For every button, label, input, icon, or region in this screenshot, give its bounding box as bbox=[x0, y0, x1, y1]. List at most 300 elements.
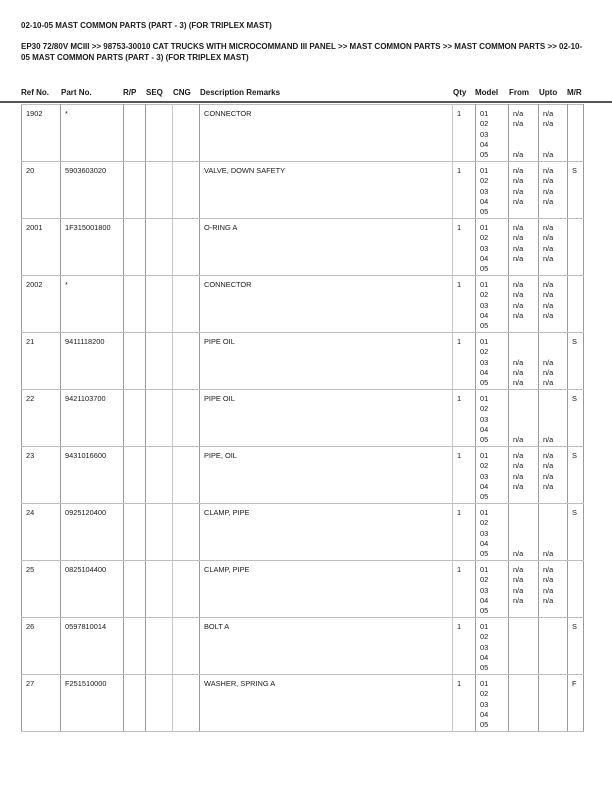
upto-cell-value bbox=[543, 394, 567, 404]
upto-cell-value: n/a bbox=[543, 119, 554, 129]
from-cell-value bbox=[513, 415, 538, 425]
ref-no-cell: 24 bbox=[22, 504, 61, 561]
from-cell bbox=[509, 276, 539, 333]
column-header-mr: M/R bbox=[567, 88, 582, 97]
seq-cell bbox=[146, 675, 173, 732]
qty-cell: 1 bbox=[453, 675, 476, 732]
part-no-cell: 5903603020 bbox=[61, 162, 124, 219]
model-cell bbox=[476, 276, 509, 333]
part-no-cell: 9411118200 bbox=[61, 333, 124, 390]
upto-cell-value bbox=[543, 404, 567, 414]
upto-cell-value: n/a bbox=[543, 461, 554, 471]
table-row bbox=[22, 504, 584, 561]
column-header-model: Model bbox=[475, 88, 499, 97]
column-header-from: From bbox=[509, 88, 529, 97]
seq-cell bbox=[146, 504, 173, 561]
table-row bbox=[22, 105, 584, 162]
upto-cell-value bbox=[543, 643, 567, 653]
page-title: 02-10-05 MAST COMMON PARTS (PART - 3) (FOR TRIPLEX MAST) bbox=[21, 21, 272, 30]
model-cell-value: 05 bbox=[480, 663, 489, 673]
mr-cell bbox=[568, 561, 584, 618]
parts-table bbox=[21, 104, 584, 732]
seq-cell bbox=[146, 333, 173, 390]
upto-cell bbox=[539, 390, 568, 447]
model-cell-value: 04 bbox=[480, 595, 489, 605]
upto-cell-value bbox=[543, 337, 567, 347]
mr-cell bbox=[568, 276, 584, 333]
part-no-cell: 0925120400 bbox=[61, 504, 124, 561]
upto-cell-value: n/a bbox=[543, 378, 554, 388]
rp-cell bbox=[124, 105, 146, 162]
from-cell bbox=[509, 561, 539, 618]
description-cell: BOLT A bbox=[200, 618, 453, 675]
model-cell bbox=[476, 561, 509, 618]
upto-cell bbox=[539, 105, 568, 162]
model-cell-value: 02 bbox=[480, 347, 489, 357]
rp-cell bbox=[124, 219, 146, 276]
model-cell-value: 03 bbox=[480, 129, 489, 139]
upto-cell-value: n/a bbox=[543, 471, 554, 481]
model-cell-value: 04 bbox=[480, 652, 489, 662]
from-cell-value: n/a bbox=[513, 595, 524, 605]
from-cell bbox=[509, 675, 539, 732]
rp-cell bbox=[124, 276, 146, 333]
qty-cell: 1 bbox=[453, 333, 476, 390]
model-cell-value: 02 bbox=[480, 290, 489, 300]
upto-cell-value bbox=[543, 720, 567, 730]
model-cell bbox=[476, 219, 509, 276]
from-cell-value: n/a bbox=[513, 549, 524, 559]
seq-cell bbox=[146, 105, 173, 162]
mr-cell: S bbox=[568, 390, 584, 447]
qty-cell: 1 bbox=[453, 618, 476, 675]
model-cell-value: 05 bbox=[480, 264, 489, 274]
from-cell bbox=[509, 333, 539, 390]
from-cell-value: n/a bbox=[513, 435, 524, 445]
model-cell-value: 03 bbox=[480, 300, 489, 310]
from-cell-value bbox=[513, 394, 538, 404]
from-cell-value: n/a bbox=[513, 575, 524, 585]
from-cell-value bbox=[513, 404, 538, 414]
from-cell-value: n/a bbox=[513, 471, 524, 481]
model-cell-value: 05 bbox=[480, 150, 489, 160]
breadcrumb: EP30 72/80V MCIII >> 98753-30010 CAT TRUCKS WITH MICROCOMMAND III PANEL >> MAST COMMON PARTS >> MAST COMMON PARTS >> 02-10-05 MAST COMMON PARTS (PART - 3) (FOR TRIPLEX MAST) bbox=[21, 42, 583, 62]
column-header-upto: Upto bbox=[539, 88, 558, 97]
model-cell bbox=[476, 105, 509, 162]
parts-table-body bbox=[22, 105, 584, 732]
description-cell: CONNECTOR bbox=[200, 105, 453, 162]
cng-cell bbox=[173, 162, 200, 219]
model-cell-value: 02 bbox=[480, 461, 489, 471]
ref-no-cell: 26 bbox=[22, 618, 61, 675]
column-header-seq: SEQ bbox=[146, 88, 163, 97]
upto-cell-value: n/a bbox=[543, 176, 554, 186]
model-cell-value: 04 bbox=[480, 538, 489, 548]
upto-cell-value bbox=[543, 321, 567, 331]
ref-no-cell: 2001 bbox=[22, 219, 61, 276]
from-cell-value: n/a bbox=[513, 233, 524, 243]
upto-cell bbox=[539, 219, 568, 276]
model-cell bbox=[476, 675, 509, 732]
model-cell-value: 02 bbox=[480, 575, 489, 585]
from-cell-value: n/a bbox=[513, 186, 524, 196]
model-cell-value: 02 bbox=[480, 689, 489, 699]
upto-cell-value bbox=[543, 606, 567, 616]
qty-cell: 1 bbox=[453, 162, 476, 219]
mr-cell: S bbox=[568, 333, 584, 390]
cng-cell bbox=[173, 618, 200, 675]
mr-cell: S bbox=[568, 618, 584, 675]
upto-cell-value bbox=[543, 632, 567, 642]
model-cell-value: 03 bbox=[480, 528, 489, 538]
model-cell-value: 01 bbox=[480, 394, 489, 403]
upto-cell-value: n/a bbox=[543, 150, 554, 160]
description-cell: CONNECTOR bbox=[200, 276, 453, 333]
model-cell bbox=[476, 504, 509, 561]
from-cell-value: n/a bbox=[513, 166, 524, 175]
ref-no-cell: 1902 bbox=[22, 105, 61, 162]
upto-cell-value bbox=[543, 700, 567, 710]
cng-cell bbox=[173, 390, 200, 447]
model-cell-value: 03 bbox=[480, 699, 489, 709]
header-divider bbox=[0, 101, 612, 103]
seq-cell bbox=[146, 390, 173, 447]
upto-cell-value bbox=[543, 689, 567, 699]
qty-cell: 1 bbox=[453, 561, 476, 618]
qty-cell: 1 bbox=[453, 105, 476, 162]
upto-cell-value bbox=[543, 529, 567, 539]
from-cell-value: n/a bbox=[513, 565, 524, 574]
from-cell-value bbox=[513, 622, 538, 632]
table-row bbox=[22, 162, 584, 219]
table-row bbox=[22, 447, 584, 504]
description-cell: CLAMP, PIPE bbox=[200, 561, 453, 618]
model-cell-value: 01 bbox=[480, 508, 489, 517]
upto-cell-value bbox=[543, 264, 567, 274]
model-cell-value: 02 bbox=[480, 233, 489, 243]
from-cell-value bbox=[513, 321, 538, 331]
mr-cell: S bbox=[568, 504, 584, 561]
upto-cell-value: n/a bbox=[543, 595, 554, 605]
upto-cell-value: n/a bbox=[543, 109, 554, 118]
from-cell-value: n/a bbox=[513, 357, 524, 367]
from-cell-value bbox=[513, 508, 538, 518]
upto-cell bbox=[539, 675, 568, 732]
column-header-description: Description Remarks bbox=[200, 88, 281, 97]
model-cell bbox=[476, 447, 509, 504]
from-cell-value: n/a bbox=[513, 119, 524, 129]
from-cell-value bbox=[513, 643, 538, 653]
from-cell-value: n/a bbox=[513, 196, 524, 206]
cng-cell bbox=[173, 504, 200, 561]
upto-cell-value: n/a bbox=[543, 243, 554, 253]
from-cell-value bbox=[513, 632, 538, 642]
from-cell-value: n/a bbox=[513, 150, 524, 160]
rp-cell bbox=[124, 333, 146, 390]
from-cell-value: n/a bbox=[513, 378, 524, 388]
upto-cell-value bbox=[543, 140, 567, 150]
from-cell-value bbox=[513, 492, 538, 502]
qty-cell: 1 bbox=[453, 504, 476, 561]
rp-cell bbox=[124, 390, 146, 447]
cng-cell bbox=[173, 105, 200, 162]
model-cell-value: 03 bbox=[480, 642, 489, 652]
from-cell-value: n/a bbox=[513, 300, 524, 310]
mr-cell: S bbox=[568, 447, 584, 504]
part-no-cell: 1F315001800 bbox=[61, 219, 124, 276]
upto-cell-value bbox=[543, 347, 567, 357]
model-cell-value: 01 bbox=[480, 337, 489, 346]
from-cell-value: n/a bbox=[513, 253, 524, 263]
part-no-cell: 9421103700 bbox=[61, 390, 124, 447]
upto-cell-value bbox=[543, 492, 567, 502]
column-header-part-no: Part No. bbox=[61, 88, 92, 97]
from-cell-value bbox=[513, 347, 538, 357]
from-cell-value bbox=[513, 264, 538, 274]
ref-no-cell: 20 bbox=[22, 162, 61, 219]
upto-cell bbox=[539, 333, 568, 390]
upto-cell bbox=[539, 276, 568, 333]
model-cell-value: 01 bbox=[480, 565, 489, 574]
upto-cell bbox=[539, 504, 568, 561]
from-cell bbox=[509, 105, 539, 162]
ref-no-cell: 25 bbox=[22, 561, 61, 618]
upto-cell-value bbox=[543, 130, 567, 140]
from-cell-value bbox=[513, 653, 538, 663]
upto-cell-value bbox=[543, 653, 567, 663]
rp-cell bbox=[124, 504, 146, 561]
mr-cell bbox=[568, 105, 584, 162]
from-cell bbox=[509, 390, 539, 447]
model-cell-value: 03 bbox=[480, 585, 489, 595]
upto-cell-value: n/a bbox=[543, 280, 554, 289]
model-cell-value: 02 bbox=[480, 404, 489, 414]
upto-cell-value: n/a bbox=[543, 223, 554, 232]
seq-cell bbox=[146, 447, 173, 504]
from-cell-value bbox=[513, 207, 538, 217]
model-cell-value: 05 bbox=[480, 207, 489, 217]
cng-cell bbox=[173, 333, 200, 390]
from-cell-value bbox=[513, 337, 538, 347]
from-cell bbox=[509, 618, 539, 675]
rp-cell bbox=[124, 675, 146, 732]
cng-cell bbox=[173, 561, 200, 618]
upto-cell-value: n/a bbox=[543, 549, 554, 559]
cng-cell bbox=[173, 675, 200, 732]
cng-cell bbox=[173, 276, 200, 333]
model-cell-value: 03 bbox=[480, 357, 489, 367]
table-header bbox=[0, 88, 612, 102]
from-cell bbox=[509, 504, 539, 561]
model-cell-value: 01 bbox=[480, 109, 489, 118]
description-cell: VALVE, DOWN SAFETY bbox=[200, 162, 453, 219]
from-cell-value: n/a bbox=[513, 243, 524, 253]
mr-cell: F bbox=[568, 675, 584, 732]
ref-no-cell: 23 bbox=[22, 447, 61, 504]
model-cell-value: 04 bbox=[480, 196, 489, 206]
from-cell bbox=[509, 447, 539, 504]
description-cell: CLAMP, PIPE bbox=[200, 504, 453, 561]
from-cell-value bbox=[513, 720, 538, 730]
upto-cell-value bbox=[543, 508, 567, 518]
upto-cell-value: n/a bbox=[543, 300, 554, 310]
upto-cell bbox=[539, 447, 568, 504]
model-cell bbox=[476, 390, 509, 447]
model-cell-value: 04 bbox=[480, 709, 489, 719]
model-cell-value: 02 bbox=[480, 632, 489, 642]
upto-cell-value bbox=[543, 207, 567, 217]
from-cell-value: n/a bbox=[513, 280, 524, 289]
upto-cell-value bbox=[543, 425, 567, 435]
upto-cell-value: n/a bbox=[543, 575, 554, 585]
table-row bbox=[22, 276, 584, 333]
from-cell-value bbox=[513, 518, 538, 528]
upto-cell-value bbox=[543, 679, 567, 689]
rp-cell bbox=[124, 162, 146, 219]
seq-cell bbox=[146, 162, 173, 219]
ref-no-cell: 22 bbox=[22, 390, 61, 447]
from-cell-value bbox=[513, 710, 538, 720]
model-cell-value: 04 bbox=[480, 424, 489, 434]
from-cell-value bbox=[513, 700, 538, 710]
from-cell-value: n/a bbox=[513, 223, 524, 232]
upto-cell-value bbox=[543, 710, 567, 720]
upto-cell-value bbox=[543, 622, 567, 632]
model-cell-value: 05 bbox=[480, 492, 489, 502]
part-no-cell: * bbox=[61, 105, 124, 162]
part-no-cell: * bbox=[61, 276, 124, 333]
description-cell: PIPE OIL bbox=[200, 390, 453, 447]
from-cell-value: n/a bbox=[513, 310, 524, 320]
from-cell-value bbox=[513, 140, 538, 150]
qty-cell: 1 bbox=[453, 447, 476, 504]
mr-cell bbox=[568, 219, 584, 276]
model-cell-value: 04 bbox=[480, 310, 489, 320]
from-cell-value: n/a bbox=[513, 109, 524, 118]
upto-cell-value bbox=[543, 539, 567, 549]
description-cell: WASHER, SPRING A bbox=[200, 675, 453, 732]
from-cell-value: n/a bbox=[513, 367, 524, 377]
upto-cell-value: n/a bbox=[543, 186, 554, 196]
from-cell-value: n/a bbox=[513, 585, 524, 595]
from-cell-value: n/a bbox=[513, 290, 524, 300]
upto-cell-value: n/a bbox=[543, 357, 554, 367]
seq-cell bbox=[146, 561, 173, 618]
cng-cell bbox=[173, 447, 200, 504]
model-cell-value: 04 bbox=[480, 253, 489, 263]
from-cell-value bbox=[513, 606, 538, 616]
upto-cell-value: n/a bbox=[543, 367, 554, 377]
model-cell-value: 01 bbox=[480, 223, 489, 232]
model-cell-value: 05 bbox=[480, 435, 489, 445]
column-header-ref-no: Ref No. bbox=[21, 88, 49, 97]
from-cell-value: n/a bbox=[513, 176, 524, 186]
part-no-cell: 0597810014 bbox=[61, 618, 124, 675]
model-cell-value: 01 bbox=[480, 679, 489, 688]
upto-cell-value: n/a bbox=[543, 435, 554, 445]
ref-no-cell: 2002 bbox=[22, 276, 61, 333]
from-cell-value bbox=[513, 425, 538, 435]
table-row bbox=[22, 219, 584, 276]
upto-cell-value bbox=[543, 663, 567, 673]
from-cell bbox=[509, 162, 539, 219]
upto-cell-value: n/a bbox=[543, 585, 554, 595]
upto-cell-value: n/a bbox=[543, 565, 554, 574]
model-cell-value: 01 bbox=[480, 280, 489, 289]
upto-cell-value: n/a bbox=[543, 253, 554, 263]
mr-cell: S bbox=[568, 162, 584, 219]
table-row bbox=[22, 390, 584, 447]
table-row bbox=[22, 675, 584, 732]
model-cell-value: 01 bbox=[480, 451, 489, 460]
from-cell-value bbox=[513, 529, 538, 539]
part-no-cell: 0825104400 bbox=[61, 561, 124, 618]
model-cell-value: 03 bbox=[480, 471, 489, 481]
upto-cell-value: n/a bbox=[543, 290, 554, 300]
from-cell-value: n/a bbox=[513, 481, 524, 491]
description-cell: PIPE OIL bbox=[200, 333, 453, 390]
model-cell-value: 03 bbox=[480, 186, 489, 196]
model-cell-value: 04 bbox=[480, 367, 489, 377]
model-cell-value: 01 bbox=[480, 622, 489, 631]
qty-cell: 1 bbox=[453, 219, 476, 276]
model-cell-value: 04 bbox=[480, 139, 489, 149]
ref-no-cell: 27 bbox=[22, 675, 61, 732]
upto-cell-value: n/a bbox=[543, 310, 554, 320]
table-row bbox=[22, 561, 584, 618]
table-row bbox=[22, 333, 584, 390]
upto-cell-value: n/a bbox=[543, 481, 554, 491]
from-cell bbox=[509, 219, 539, 276]
model-cell-value: 02 bbox=[480, 176, 489, 186]
upto-cell-value bbox=[543, 518, 567, 528]
cng-cell bbox=[173, 219, 200, 276]
model-cell-value: 02 bbox=[480, 518, 489, 528]
model-cell-value: 01 bbox=[480, 166, 489, 175]
model-cell-value: 03 bbox=[480, 414, 489, 424]
seq-cell bbox=[146, 219, 173, 276]
model-cell-value: 05 bbox=[480, 720, 489, 730]
model-cell-value: 05 bbox=[480, 321, 489, 331]
model-cell bbox=[476, 333, 509, 390]
model-cell-value: 04 bbox=[480, 481, 489, 491]
column-header-qty: Qty bbox=[453, 88, 467, 97]
model-cell bbox=[476, 618, 509, 675]
part-no-cell: 9431016600 bbox=[61, 447, 124, 504]
seq-cell bbox=[146, 618, 173, 675]
rp-cell bbox=[124, 447, 146, 504]
model-cell-value: 05 bbox=[480, 606, 489, 616]
qty-cell: 1 bbox=[453, 390, 476, 447]
upto-cell bbox=[539, 162, 568, 219]
model-cell bbox=[476, 162, 509, 219]
description-cell: PIPE, OIL bbox=[200, 447, 453, 504]
from-cell-value: n/a bbox=[513, 461, 524, 471]
column-header-rp: R/P bbox=[123, 88, 137, 97]
ref-no-cell: 21 bbox=[22, 333, 61, 390]
rp-cell bbox=[124, 618, 146, 675]
upto-cell-value bbox=[543, 415, 567, 425]
upto-cell-value: n/a bbox=[543, 233, 554, 243]
upto-cell-value: n/a bbox=[543, 196, 554, 206]
upto-cell bbox=[539, 618, 568, 675]
from-cell-value bbox=[513, 663, 538, 673]
from-cell-value bbox=[513, 130, 538, 140]
table-row bbox=[22, 618, 584, 675]
upto-cell-value: n/a bbox=[543, 451, 554, 460]
upto-cell bbox=[539, 561, 568, 618]
rp-cell bbox=[124, 561, 146, 618]
